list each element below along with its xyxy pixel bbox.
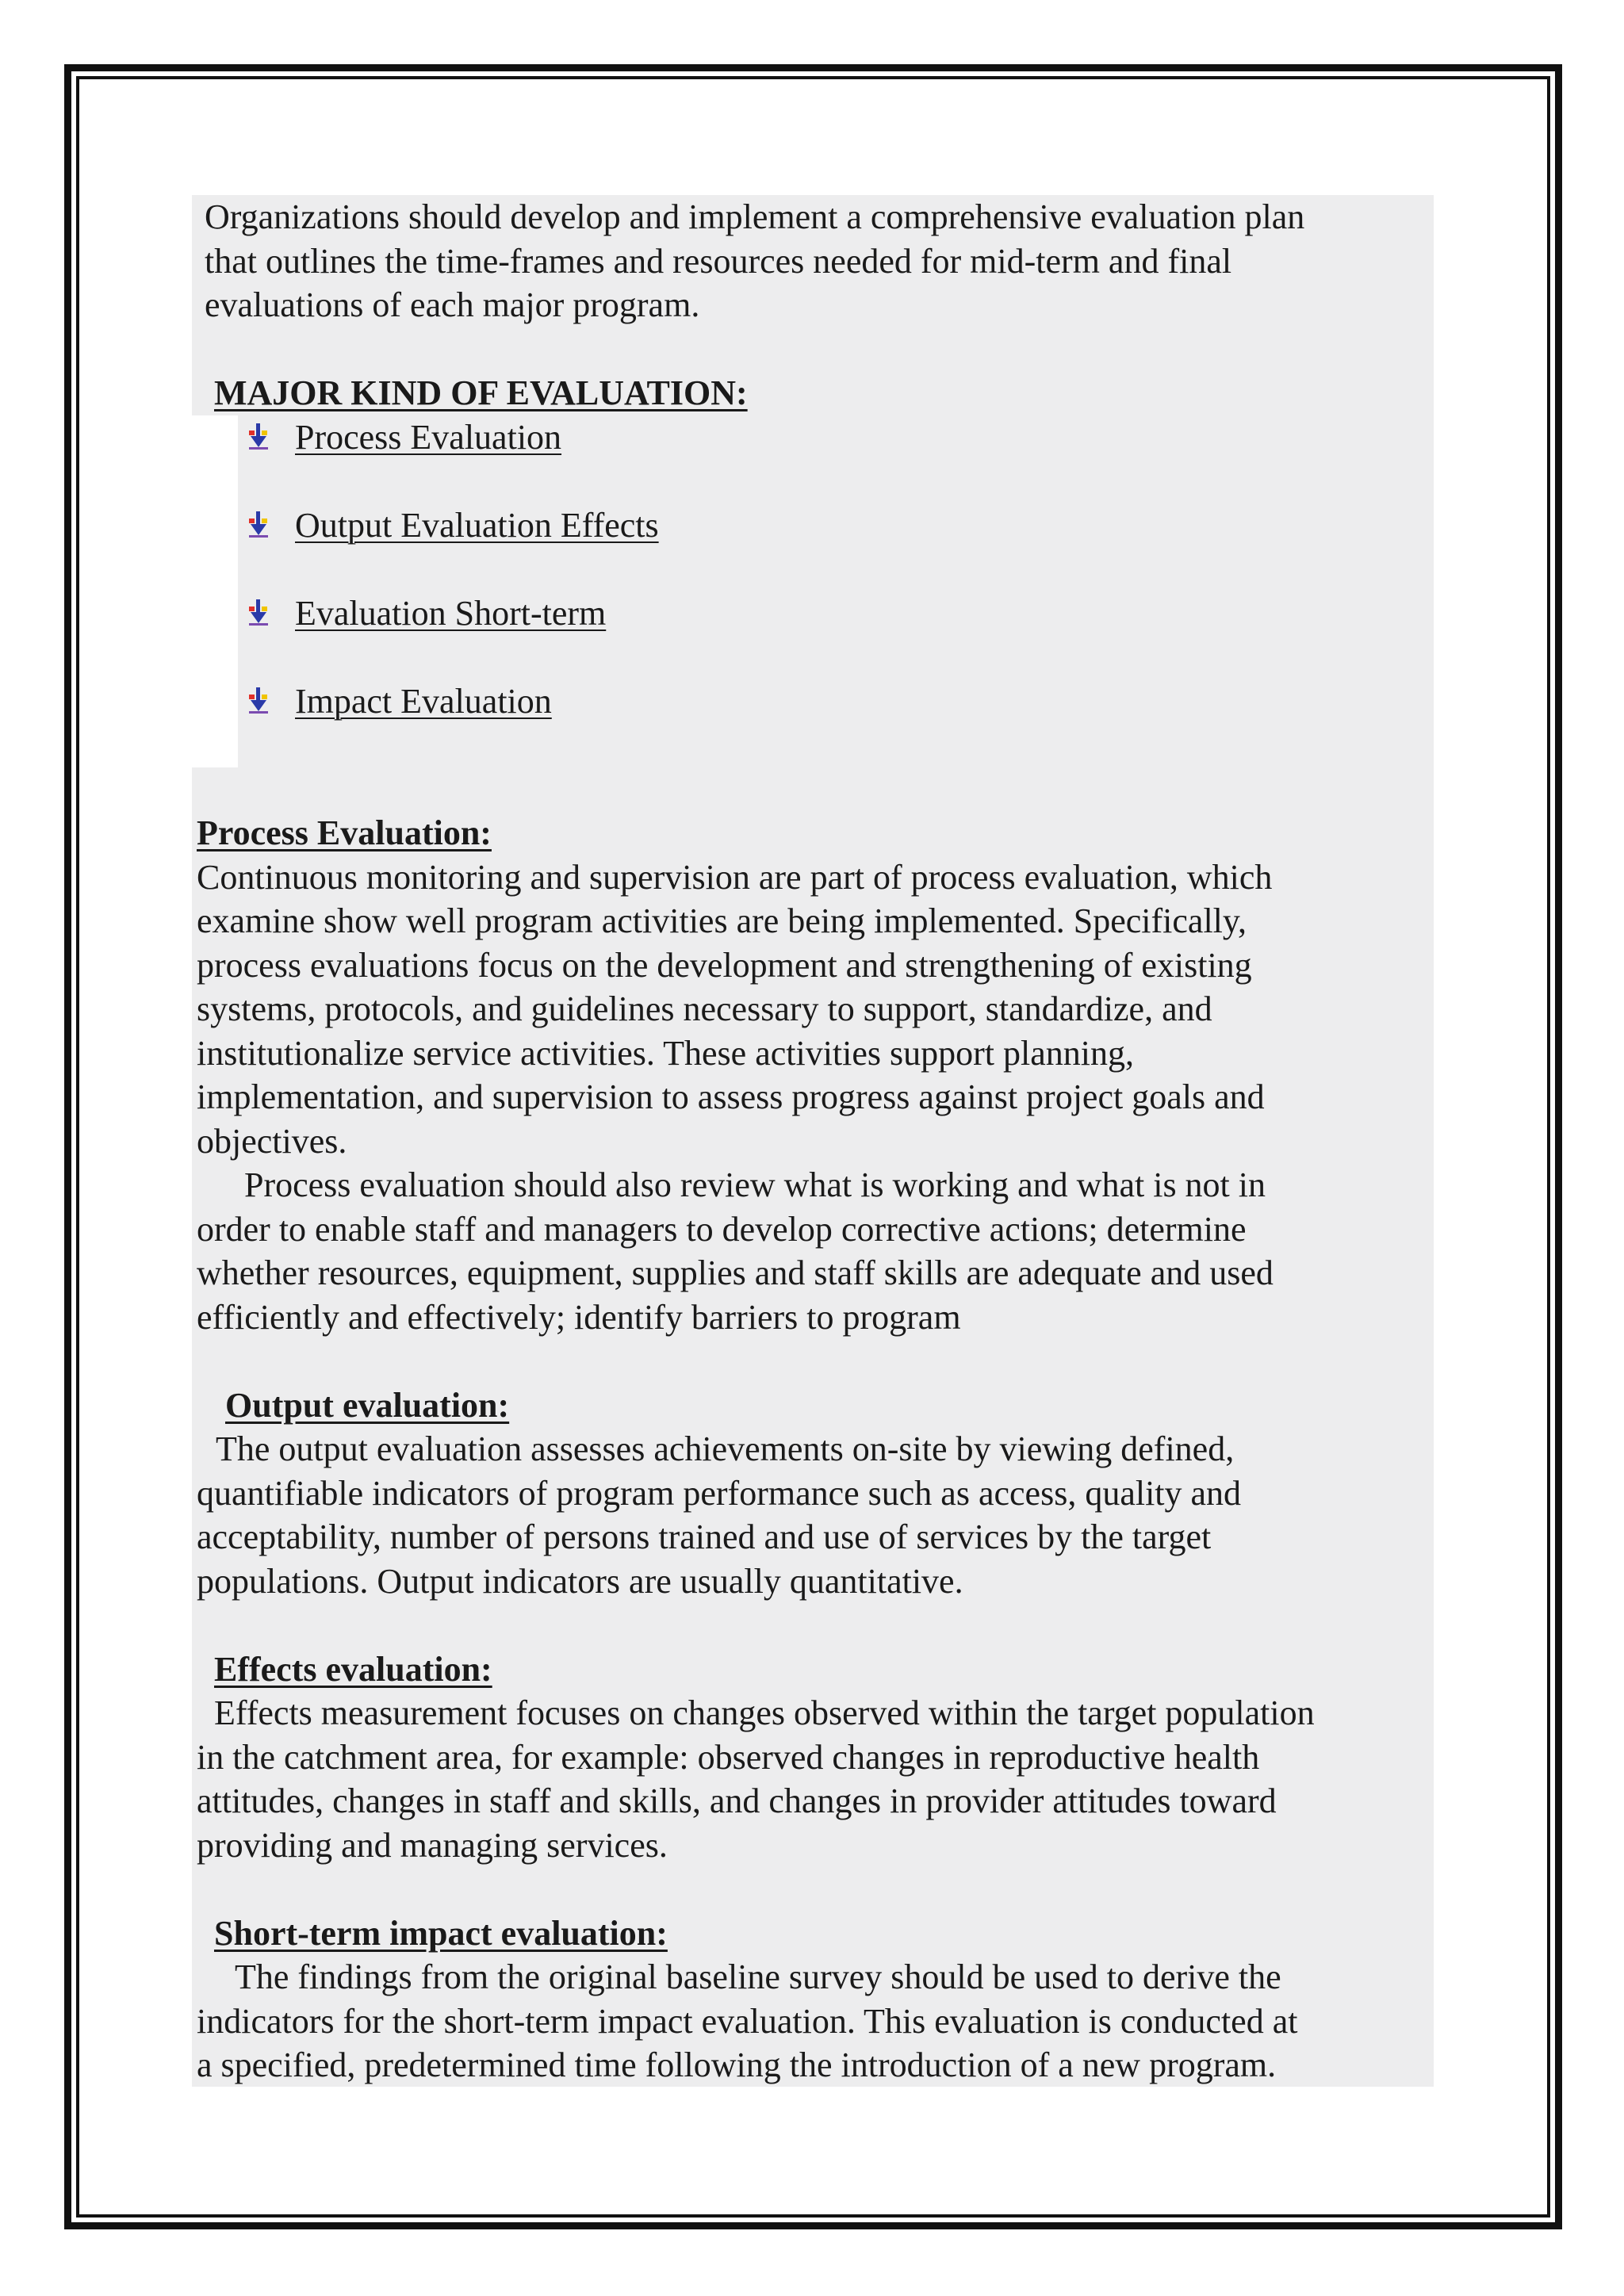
arrow-bullet-icon xyxy=(246,599,273,626)
document-body xyxy=(197,195,1434,2087)
process-evaluation-paragraph-2-first-line: Process evaluation should also review what is working and what is not in xyxy=(244,1165,1266,1204)
list-item xyxy=(197,415,1434,503)
list-item-label: Output Evaluation Effects xyxy=(295,505,659,545)
process-evaluation-paragraph-1: Continuous monitoring and supervision are part of process evaluation, which examine show well program activities are being implemented. Specifically, process evaluations focus on the development and strengthening of existing systems, protocols, and guidelines necessary to support, standardize, and institutionalize service activities. These activities support planning, implementation, and supervision to assess progress against project goals and objectives. xyxy=(197,857,1273,1161)
list-item xyxy=(197,679,1434,767)
effects-evaluation-heading: Effects evaluation: xyxy=(214,1649,492,1689)
list-item-label: Evaluation Short-term xyxy=(295,593,607,633)
list-item xyxy=(197,503,1434,591)
evaluation-kinds-list xyxy=(197,415,1434,767)
output-evaluation-heading: Output evaluation: xyxy=(225,1385,510,1425)
list-item xyxy=(197,591,1434,679)
list-item-label: Process Evaluation xyxy=(295,417,562,457)
output-evaluation-paragraph: quantifiable indicators of program performance such as access, quality and acceptability, number of persons trained and use of services by the target populations. Output indicators are usually quantitative. xyxy=(197,1473,1242,1601)
process-evaluation-heading: Process Evaluation: xyxy=(197,813,492,852)
arrow-bullet-icon xyxy=(246,423,273,450)
process-evaluation-paragraph-2: order to enable staff and managers to develop corrective actions; determine whether resources, equipment, supplies and staff skills are adequate and used efficiently and effectively; identify barriers to program xyxy=(197,1209,1274,1337)
major-kinds-heading: MAJOR KIND OF EVALUATION: xyxy=(214,373,748,412)
output-evaluation-paragraph-first-line: The output evaluation assesses achievements on-site by viewing defined, xyxy=(216,1429,1235,1468)
short-term-impact-paragraph: indicators for the short-term impact evaluation. This evaluation is conducted at a specified, predetermined time following the introduction of a new program. xyxy=(197,2001,1298,2084)
short-term-impact-heading: Short-term impact evaluation: xyxy=(214,1913,668,1953)
intro-paragraph: Organizations should develop and implement a comprehensive evaluation plan that outlines the time-frames and resources needed for mid-term and final evaluations of each major program. xyxy=(205,197,1305,324)
effects-evaluation-paragraph-first-line: Effects measurement focuses on changes observed within the target population xyxy=(214,1693,1315,1732)
effects-evaluation-paragraph: in the catchment area, for example: observed changes in reproductive health attitudes, changes in staff and skills, and changes in provider attitudes toward providing and managing services. xyxy=(197,1737,1277,1865)
arrow-bullet-icon xyxy=(246,687,273,714)
list-item-label: Impact Evaluation xyxy=(295,681,552,721)
arrow-bullet-icon xyxy=(246,511,273,538)
short-term-impact-paragraph-first-line: The findings from the original baseline survey should be used to derive the xyxy=(235,1957,1281,1996)
